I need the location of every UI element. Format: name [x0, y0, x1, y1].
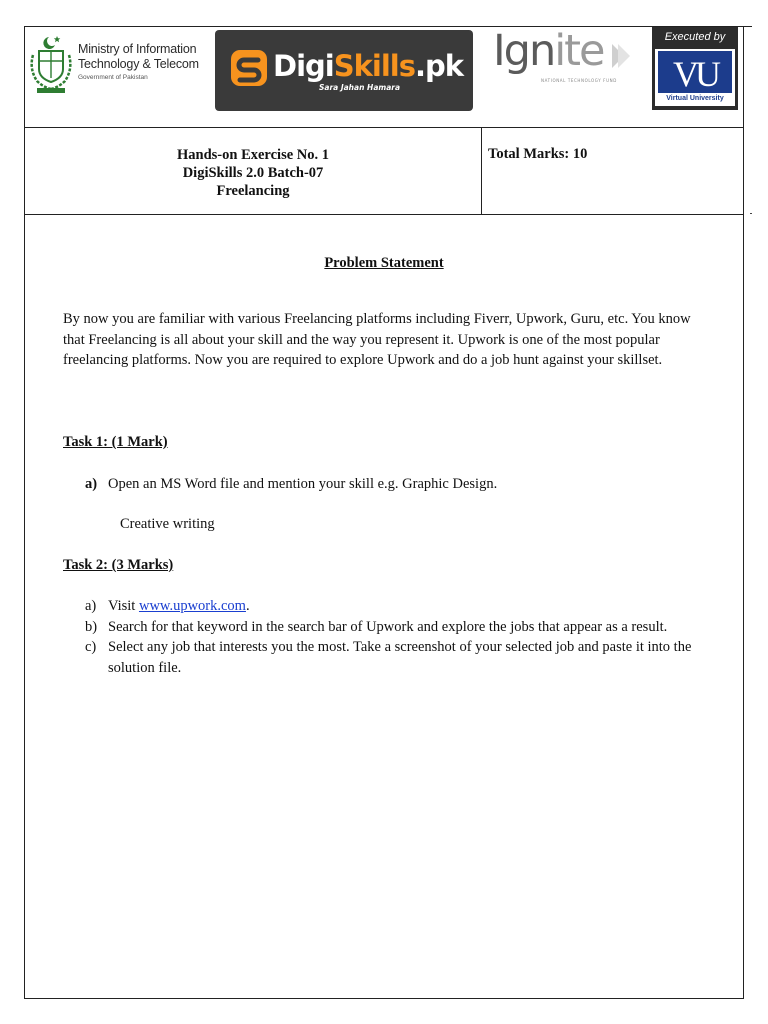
digiskills-word-skills: Skills	[333, 49, 415, 83]
digiskills-s-icon	[229, 48, 269, 88]
vu-letters-box	[658, 51, 732, 93]
digiskills-logo	[215, 30, 473, 111]
task2-list	[85, 596, 725, 679]
task2-item-b	[85, 617, 725, 638]
ignite-subtitle: NATIONAL TECHNOLOGY FUND	[541, 78, 617, 83]
document-frame	[24, 26, 744, 999]
task2-item-b-label: b)	[85, 618, 98, 635]
digiskills-tagline: Sara Jahan Hamara	[319, 83, 401, 92]
total-marks: Total Marks: 10	[488, 146, 588, 162]
task1-item-a-text: Open an MS Word file and mention your skill e.g. Graphic Design.	[108, 476, 498, 492]
vu-name: Virtual University	[666, 95, 724, 102]
digiskills-word-digi: Digi	[273, 49, 334, 83]
course-name: Freelancing	[216, 183, 290, 199]
vu-letters: VU	[673, 54, 717, 94]
header-divider	[481, 127, 482, 214]
vu-emblem	[655, 49, 735, 106]
exercise-header	[25, 127, 743, 215]
ignite-wordmark	[493, 26, 604, 76]
task1-answer: Creative writing	[120, 516, 215, 532]
ignite-word-ign: Ign	[493, 26, 555, 76]
digiskills-wordmark	[273, 49, 464, 83]
task2-item-a-prefix: Visit	[108, 598, 139, 614]
batch-name: DigiSkills 2.0 Batch-07	[182, 165, 324, 181]
problem-intro-paragraph: By now you are familiar with various Freelancing platforms including Fiverr, Upwork, Guru, etc. You know that Freelancing is all about your skill and the way you represent it. Upwork is one of the most popular freelancing platforms. Now you are required to explore Upwork and do a job hunt against your skillset.	[63, 311, 691, 369]
vu-logo	[652, 27, 738, 110]
task1-item-a-label: a)	[85, 476, 98, 492]
digiskills-word-pk: .pk	[414, 49, 464, 83]
ignite-arrow-icon	[610, 42, 630, 70]
moitt-name-line2: Technology & Telecom	[78, 57, 199, 71]
task2-item-c-label: c)	[85, 639, 97, 656]
exercise-info	[25, 146, 481, 200]
exercise-title: Hands-on Exercise No. 1	[177, 147, 329, 163]
moitt-name-line3: Government of Pakistan	[78, 74, 148, 81]
moitt-logo	[25, 33, 215, 103]
executed-by-label: Executed by	[664, 31, 726, 43]
margin-tick	[750, 213, 752, 214]
pakistan-emblem-icon	[27, 33, 75, 95]
task2-item-c	[85, 637, 725, 678]
frame-rule-extension	[744, 26, 752, 27]
problem-statement-title: Problem Statement	[324, 255, 444, 271]
moitt-name-line1: Ministry of Information	[78, 42, 197, 56]
task2-heading: Task 2: (3 Marks)	[63, 557, 174, 573]
ignite-logo	[493, 26, 633, 92]
upwork-link[interactable]: www.upwork.com	[138, 598, 246, 614]
task2-item-c-text: Select any job that interests you the most. Take a screenshot of your selected job and paste it into the solution file.	[108, 639, 692, 677]
task2-item-a	[85, 596, 725, 617]
task2-item-a-label: a)	[85, 598, 97, 614]
ignite-word-ite: ite	[554, 26, 604, 76]
task2-item-a-suffix: .	[245, 598, 250, 614]
task1-heading: Task 1: (1 Mark)	[63, 434, 168, 450]
task2-item-b-text: Search for that keyword in the search bar of Upwork and explore the jobs that appear as a result.	[108, 618, 668, 635]
logo-strip	[25, 27, 743, 128]
